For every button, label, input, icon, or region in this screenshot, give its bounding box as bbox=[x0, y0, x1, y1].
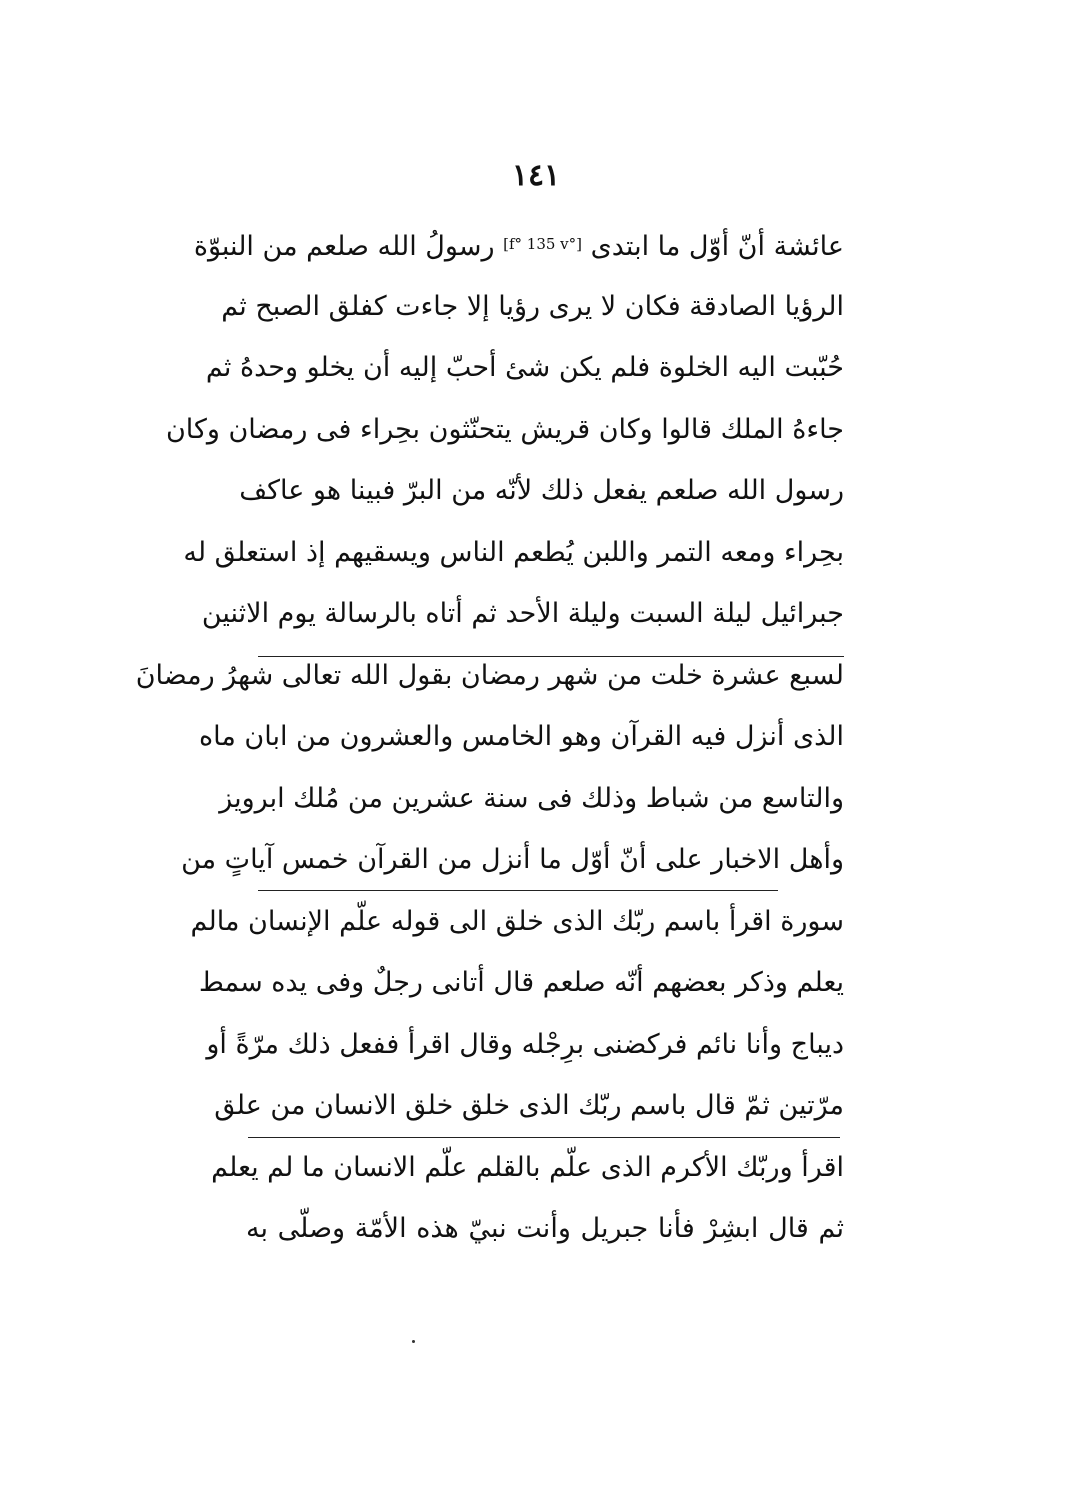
text-line-12: سورة اقرأ باسم ربّك الذى خلق الى قوله علّم الإنسان مالم bbox=[190, 905, 844, 937]
text-line-7: جبرائيل ليلة السبت وليلة الأحد ثم أتاه بالرسالة يوم الاثنين bbox=[201, 598, 844, 629]
text-line-15: مرّتين ثمّ قال باسم ربّك الذى خلق خلق الانسان من علق bbox=[214, 1090, 844, 1121]
text-line-14: ديباج وأنا نائم فركضنى برِجْله وقال اقرأ ففعل ذلك مرّةً أو bbox=[206, 1028, 844, 1060]
arabic-text-block bbox=[135, 214, 844, 1260]
page-number: ١٤١ bbox=[511, 158, 561, 193]
text-line-11: وأهل الاخبار على أنّ أوّل ما أنزل من القرآن خمس آياتٍ من bbox=[181, 844, 844, 875]
text-line-10: والتاسع من شباط وذلك فى سنة عشرين من مُلك ابرويز bbox=[219, 782, 844, 814]
text-line-4: جاءهُ الملك قالوا وكان قريش يتحنّثون بحِراء فى رمضان وكان bbox=[165, 413, 844, 445]
text-line-13: يعلم وذكر بعضهم أنّه صلعم قال أتانى رجلٌ وفى يده سمط bbox=[198, 967, 844, 998]
text-line-8: لسبع عشرة خلت من شهر رمضان بقول الله تعالى شهرُ رمضانَ bbox=[135, 659, 844, 691]
folio-reference: [f° 135 v°] bbox=[503, 235, 583, 253]
speck-mark bbox=[412, 1340, 415, 1343]
text-line-17: ثم قال ابشِرْ فأنا جبريل وأنت نبيّ هذه الأمّة وصلّى به bbox=[246, 1213, 844, 1244]
underline-rule bbox=[248, 1137, 840, 1138]
text-line-1-start: عائشة أنّ أوّل ما ابتدى bbox=[590, 231, 844, 262]
underline-rule bbox=[258, 656, 844, 657]
text-line-16: اقرأ وربّك الأكرم الذى علّم بالقلم علّم الانسان ما لم يعلم bbox=[211, 1151, 844, 1183]
text-line-6: بحِراء ومعه التمر واللبن يُطعم الناس ويسقيهم إذ استعلق له bbox=[183, 536, 844, 568]
text-line-5: رسول الله صلعم يفعل ذلك لأنّه من البرّ فبينا هو عاكف bbox=[239, 475, 844, 506]
underline-rule bbox=[258, 890, 778, 891]
text-line-1-end: رسولُ الله صلعم من النبوّة bbox=[193, 231, 495, 262]
text-line-9: الذى أنزل فيه القرآن وهو الخامس والعشرون من ابان ماه bbox=[198, 721, 844, 752]
text-line-3: حُبّبت اليه الخلوة فلم يكن شئ أحبّ إليه أن يخلو وحدهُ ثم bbox=[205, 352, 844, 383]
text-line-1 bbox=[193, 214, 844, 276]
text-line-2: الرؤيا الصادقة فكان لا يرى رؤيا إلا جاءت كفلق الصبح ثم bbox=[221, 290, 844, 322]
